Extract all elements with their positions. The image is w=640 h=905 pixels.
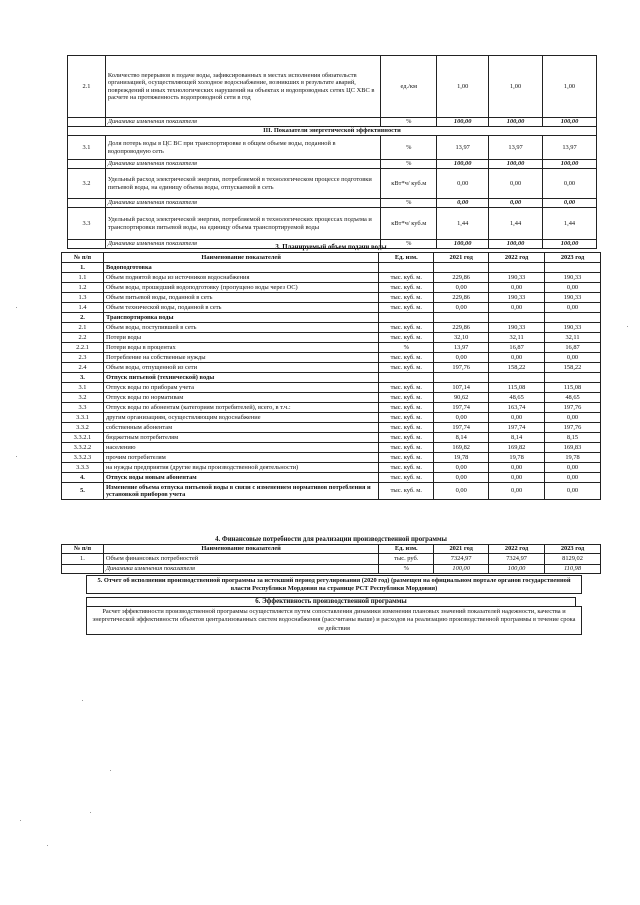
dynamics-label: Динамика изменения показателя xyxy=(105,240,380,249)
value-2022 xyxy=(489,373,545,383)
row-number: 1.1 xyxy=(62,273,104,283)
indicator-name: Объем питьевой воды, поданной в сеть xyxy=(103,293,378,303)
table-row xyxy=(68,199,597,208)
value-2022: 190,33 xyxy=(489,323,545,333)
value-2022: 0,00 xyxy=(489,283,545,293)
table-row xyxy=(62,363,601,373)
unit: % xyxy=(379,343,434,353)
value-2021: 0,00 xyxy=(434,463,489,473)
row-number: 3.3.2.2 xyxy=(62,443,104,453)
scan-speck xyxy=(16,307,17,308)
indicator-name: Потребление на собственные нужды xyxy=(103,353,378,363)
col-header-2022: 2022 год xyxy=(489,253,545,263)
value-2023: 100,00 xyxy=(543,118,597,127)
value-2022: 100,00 xyxy=(489,118,543,127)
value-2021: 229,86 xyxy=(434,323,489,333)
unit: тыс. куб. м. xyxy=(379,403,434,413)
value-2021: 197,76 xyxy=(434,363,489,373)
value-2021: 0,00 xyxy=(434,353,489,363)
unit: тыс. куб. м. xyxy=(379,483,434,500)
value-2023: 197,76 xyxy=(545,403,601,413)
table-row xyxy=(62,443,601,453)
row-number: 2.3 xyxy=(62,353,104,363)
value-2023: 19,78 xyxy=(545,453,601,463)
value-2023 xyxy=(545,263,601,273)
value-2023: 190,33 xyxy=(545,273,601,283)
row-number: 3.2 xyxy=(62,393,104,403)
table-row xyxy=(62,293,601,303)
unit: кВт*ч/ куб.м xyxy=(381,208,437,240)
value-2022 xyxy=(489,263,545,273)
value-2022: 1,00 xyxy=(489,56,543,118)
value-2021: 100,00 xyxy=(437,160,489,169)
unit: тыс. куб. м. xyxy=(379,323,434,333)
table-row xyxy=(68,56,597,118)
indicator-name: Удельный расход электрической энергии, потребляемой в технологических процессах подъема и транспортировки питьевой воды, на единицу объема транспортируемой воды xyxy=(105,208,380,240)
section-5-title: 5. Отчет об исполнении производственной программы за истекший период регулирования (2020 год) (размещен на официальном портале органов государственной власти Республики Мордовия на странице РСТ Республики Мордовия) xyxy=(97,577,571,592)
value-2022: 197,74 xyxy=(489,423,545,433)
indicator-name: Потери воды xyxy=(103,333,378,343)
unit: кВт*ч/ куб.м xyxy=(381,169,437,199)
unit: тыс. куб. м. xyxy=(379,453,434,463)
row-number: 3.3.2.3 xyxy=(62,453,104,463)
row-number: 2.1 xyxy=(62,323,104,333)
section-3-title: 3. Планируемый объем подачи воды xyxy=(275,244,387,251)
section-title: III. Показатели энергетической эффективности xyxy=(68,127,597,136)
value-2023: 48,65 xyxy=(545,393,601,403)
value-2021 xyxy=(434,313,489,323)
col-header-unit: Ед. изм. xyxy=(379,545,434,554)
row-number: 3.3.3 xyxy=(62,463,104,473)
value-2023: 100,00 xyxy=(543,240,597,249)
value-2021: 0,00 xyxy=(437,199,489,208)
value-2022: 190,33 xyxy=(489,293,545,303)
row-number: 3.2 xyxy=(68,169,106,199)
table-row xyxy=(62,283,601,293)
value-2021: 32,10 xyxy=(434,333,489,343)
indicator-name: бюджетным потребителям xyxy=(103,433,378,443)
row-number: 1. xyxy=(62,263,104,273)
unit: тыс. куб. м. xyxy=(379,273,434,283)
table-row xyxy=(62,433,601,443)
row-number: 5. xyxy=(62,483,104,500)
value-2021: 100,00 xyxy=(434,565,489,574)
value-2023: 0,00 xyxy=(543,199,597,208)
col-header-name: Наименование показателей xyxy=(103,545,378,554)
section-4-title: 4. Финансовые потребности для реализации производственной программы xyxy=(215,536,447,543)
scan-speck xyxy=(16,456,17,457)
unit: тыс. куб. м. xyxy=(379,423,434,433)
value-2023: 0,00 xyxy=(545,413,601,423)
scan-speck xyxy=(627,326,628,327)
unit: тыс. руб. xyxy=(379,554,434,565)
unit: тыс. куб. м. xyxy=(379,443,434,453)
row-number: 4. xyxy=(62,473,104,483)
group-row xyxy=(62,313,601,323)
value-2023: 197,76 xyxy=(545,423,601,433)
row-number: 3.3.2.1 xyxy=(62,433,104,443)
table-row xyxy=(62,303,601,313)
table-row xyxy=(62,423,601,433)
unit: тыс. куб. м. xyxy=(379,463,434,473)
col-header-2021: 2021 год xyxy=(434,545,489,554)
unit xyxy=(379,373,434,383)
row-number: 3.3.2 xyxy=(62,423,104,433)
value-2021 xyxy=(434,263,489,273)
table-row xyxy=(62,403,601,413)
unit: тыс. куб. м. xyxy=(379,413,434,423)
value-2023: 0,00 xyxy=(543,169,597,199)
col-header-2023: 2023 год xyxy=(545,253,601,263)
value-2022: 19,78 xyxy=(489,453,545,463)
indicator-name: Транспортировка воды xyxy=(103,313,378,323)
value-2022: 0,00 xyxy=(489,483,545,500)
table-row xyxy=(62,353,601,363)
table-row xyxy=(62,463,601,473)
unit xyxy=(379,313,434,323)
value-2023: 1,00 xyxy=(543,56,597,118)
unit: тыс. куб. м. xyxy=(379,353,434,363)
value-2023: 190,33 xyxy=(545,293,601,303)
dynamics-label: Динамика изменения показателя xyxy=(105,199,380,208)
scan-speck xyxy=(20,820,21,821)
value-2022: 0,00 xyxy=(489,353,545,363)
table-row xyxy=(62,273,601,283)
value-2021: 1,00 xyxy=(437,56,489,118)
value-2021: 0,00 xyxy=(434,283,489,293)
value-2021: 0,00 xyxy=(434,473,489,483)
indicator-name: Потери воды в процентах xyxy=(103,343,378,353)
scan-speck xyxy=(110,770,111,771)
section-6-text: Расчет эффективности производственной программы осуществляется путем сопоставления динамики изменения плановых значений показателей надежности, качества и энергетической эффективности объектов централизованных систем водоснабжения (рассчитаны выше) и расходов на реализацию производственной программы в течение срока ее действия xyxy=(86,606,582,635)
unit: % xyxy=(379,565,434,574)
group-row xyxy=(62,263,601,273)
value-2021: 197,74 xyxy=(434,423,489,433)
indicator-name: собственным абонентам xyxy=(103,423,378,433)
value-2022: 0,00 xyxy=(489,303,545,313)
value-2023: 8129,02 xyxy=(545,554,601,565)
col-header-name: Наименование показателей xyxy=(103,253,378,263)
value-2022: 0,00 xyxy=(489,169,543,199)
value-2022: 16,87 xyxy=(489,343,545,353)
value-2023 xyxy=(545,373,601,383)
indicator-name: Отпуск питьевой (технической) воды xyxy=(103,373,378,383)
value-2022: 169,82 xyxy=(489,443,545,453)
table-row xyxy=(62,413,601,423)
value-2021: 229,86 xyxy=(434,273,489,283)
value-2022: 100,00 xyxy=(489,565,545,574)
value-2021: 100,00 xyxy=(437,118,489,127)
value-2023: 100,00 xyxy=(543,160,597,169)
value-2021: 0,00 xyxy=(437,169,489,199)
scan-speck xyxy=(47,845,48,846)
value-2023 xyxy=(545,313,601,323)
table-row xyxy=(62,554,601,565)
row-number: 2.1 xyxy=(68,56,106,118)
table-header-row xyxy=(62,545,601,554)
row-number: 1.3 xyxy=(62,293,104,303)
value-2023: 32,11 xyxy=(545,333,601,343)
row-number: 1.4 xyxy=(62,303,104,313)
dynamics-label: Динамика изменения показателя xyxy=(105,118,380,127)
value-2023: 13,97 xyxy=(543,136,597,160)
financial-needs-table xyxy=(61,544,601,574)
value-2021: 197,74 xyxy=(434,403,489,413)
value-2021: 7324,97 xyxy=(434,554,489,565)
value-2023: 190,33 xyxy=(545,323,601,333)
table-row xyxy=(62,343,601,353)
value-2021: 19,78 xyxy=(434,453,489,463)
value-2023: 8,15 xyxy=(545,433,601,443)
table-row xyxy=(62,393,601,403)
table-row xyxy=(62,453,601,463)
table-row xyxy=(62,565,601,574)
unit: % xyxy=(381,199,437,208)
unit: % xyxy=(381,240,437,249)
value-2021 xyxy=(434,373,489,383)
indicator-name: прочим потребителям xyxy=(103,453,378,463)
col-header-num: № п/п xyxy=(62,253,104,263)
indicator-name: Отпуск воды по приборам учета xyxy=(103,383,378,393)
value-2022: 100,00 xyxy=(489,240,543,249)
unit: тыс. куб. м. xyxy=(379,363,434,373)
indicator-name: Водоподготовка xyxy=(103,263,378,273)
unit: тыс. куб. м. xyxy=(379,393,434,403)
value-2022: 158,22 xyxy=(489,363,545,373)
value-2023: 0,00 xyxy=(545,353,601,363)
table-row xyxy=(62,323,601,333)
value-2021: 0,00 xyxy=(434,483,489,500)
unit: тыс. куб. м. xyxy=(379,333,434,343)
table-row xyxy=(68,208,597,240)
indicator-name: Отпуск воды по абонентам (категориям потребителей), всего, в т.ч.: xyxy=(103,403,378,413)
dynamics-label: Динамика изменения показателя xyxy=(103,565,378,574)
unit: % xyxy=(381,118,437,127)
indicator-name: Изменение объема отпуска питьевой воды в связи с изменением нормативов потребления и установкой приборов учета xyxy=(103,483,378,500)
unit: % xyxy=(381,160,437,169)
dynamics-label: Динамика изменения показателя xyxy=(105,160,380,169)
value-2022: 0,00 xyxy=(489,413,545,423)
value-2022: 1,44 xyxy=(489,208,543,240)
value-2021: 169,82 xyxy=(434,443,489,453)
row-number: 3.3.1 xyxy=(62,413,104,423)
value-2022: 0,00 xyxy=(489,463,545,473)
table-row xyxy=(68,118,597,127)
value-2022: 8,14 xyxy=(489,433,545,443)
col-header-2023: 2023 год xyxy=(545,545,601,554)
indicator-name: Объем поднятой воды из источников водоснабжения xyxy=(103,273,378,283)
row-number: 3.3 xyxy=(62,403,104,413)
value-2022: 0,00 xyxy=(489,199,543,208)
row-number: 3. xyxy=(62,373,104,383)
unit xyxy=(379,263,434,273)
scan-speck xyxy=(82,700,83,701)
section-header-row xyxy=(68,127,597,136)
value-2022: 32,11 xyxy=(489,333,545,343)
value-2021: 0,00 xyxy=(434,413,489,423)
row-number: 1.2 xyxy=(62,283,104,293)
value-2021: 8,14 xyxy=(434,433,489,443)
indicator-name: Удельный расход электрической энергии, потребляемой в технологическом процессе подготовки питьевой воды, на единицу объема воды, отпускаемой в сеть xyxy=(105,169,380,199)
value-2023: 169,83 xyxy=(545,443,601,453)
value-2022: 48,65 xyxy=(489,393,545,403)
col-header-2022: 2022 год xyxy=(489,545,545,554)
group-row xyxy=(62,483,601,500)
water-supply-table xyxy=(61,252,601,500)
unit: тыс. куб. м. xyxy=(379,473,434,483)
value-2023: 0,00 xyxy=(545,283,601,293)
scan-speck xyxy=(90,812,91,813)
indicator-name: населению xyxy=(103,443,378,453)
indicator-name: Объем воды, прошедший водоподготовку (пропущено воды через ОС) xyxy=(103,283,378,293)
indicator-name: Количество перерывов в подаче воды, зафиксированных в местах исполнения обязательств организацией, осуществляющей холодное водоснабжение, возникших в результате аварий, повреждений и иных технологических нарушений на объектах и водопроводных сетях ЦС ХВС в расчете на протяженность водопроводной сети в год xyxy=(105,56,380,118)
value-2023: 0,00 xyxy=(545,303,601,313)
section-5-report xyxy=(86,575,582,594)
row-number: 3.1 xyxy=(68,136,106,160)
reliability-energy-table xyxy=(67,55,597,249)
col-header-2021: 2021 год xyxy=(434,253,489,263)
row-number: 3.3 xyxy=(68,208,106,240)
value-2022 xyxy=(489,313,545,323)
value-2021: 107,14 xyxy=(434,383,489,393)
value-2023: 115,08 xyxy=(545,383,601,393)
value-2023: 0,00 xyxy=(545,473,601,483)
unit: тыс. куб. м. xyxy=(379,293,434,303)
value-2021: 1,44 xyxy=(437,208,489,240)
group-row xyxy=(62,373,601,383)
value-2023: 110,98 xyxy=(545,565,601,574)
value-2023: 158,22 xyxy=(545,363,601,373)
group-row xyxy=(62,473,601,483)
unit: % xyxy=(381,136,437,160)
value-2022: 7324,97 xyxy=(489,554,545,565)
section-6-title: 6. Эффективность производственной программы xyxy=(86,597,576,606)
value-2021: 13,97 xyxy=(434,343,489,353)
value-2022: 100,00 xyxy=(489,160,543,169)
value-2023: 0,00 xyxy=(545,463,601,473)
value-2023: 1,44 xyxy=(543,208,597,240)
table-row xyxy=(62,333,601,343)
unit: тыс. куб. м. xyxy=(379,303,434,313)
table-row xyxy=(68,169,597,199)
unit: тыс. куб. м. xyxy=(379,433,434,443)
value-2023: 0,00 xyxy=(545,483,601,500)
value-2022: 115,08 xyxy=(489,383,545,393)
unit: тыс. куб. м. xyxy=(379,283,434,293)
table-row xyxy=(62,383,601,393)
table-header-row xyxy=(62,253,601,263)
indicator-name: Объем технической воды, поданной в сеть xyxy=(103,303,378,313)
indicator-name: другим организациям, осуществляющим водоснабжение xyxy=(103,413,378,423)
unit: ед./км xyxy=(381,56,437,118)
row-number: 3.1 xyxy=(62,383,104,393)
indicator-name: Объем воды, поступившей в сеть xyxy=(103,323,378,333)
row-number: 2.2 xyxy=(62,333,104,343)
value-2021: 229,86 xyxy=(434,293,489,303)
value-2022: 190,33 xyxy=(489,273,545,283)
indicator-name: на нужды предприятия (другие виды производственной деятельности) xyxy=(103,463,378,473)
table-row xyxy=(68,160,597,169)
value-2022: 163,74 xyxy=(489,403,545,413)
table-row xyxy=(68,136,597,160)
indicator-name: Объем финансовых потребностей xyxy=(103,554,378,565)
value-2022: 13,97 xyxy=(489,136,543,160)
col-header-unit: Ед. изм. xyxy=(379,253,434,263)
unit: тыс. куб. м. xyxy=(379,383,434,393)
indicator-name: Отпуск воды по нормативам xyxy=(103,393,378,403)
row-number: 2.4 xyxy=(62,363,104,373)
value-2021: 13,97 xyxy=(437,136,489,160)
row-number: 2.2.1 xyxy=(62,343,104,353)
row-number: 2. xyxy=(62,313,104,323)
row-number: 1. xyxy=(62,554,104,565)
indicator-name: Объем воды, отпущенной из сети xyxy=(103,363,378,373)
value-2021: 100,00 xyxy=(437,240,489,249)
value-2021: 0,00 xyxy=(434,303,489,313)
value-2021: 90,62 xyxy=(434,393,489,403)
indicator-name: Доля потерь воды в ЦС ВС при транспортировке в общем объеме воды, поданной в водопроводную сеть xyxy=(105,136,380,160)
value-2022: 0,00 xyxy=(489,473,545,483)
value-2023: 16,87 xyxy=(545,343,601,353)
indicator-name: Отпуск воды новым абонентам xyxy=(103,473,378,483)
col-header-num: № п/п xyxy=(62,545,104,554)
